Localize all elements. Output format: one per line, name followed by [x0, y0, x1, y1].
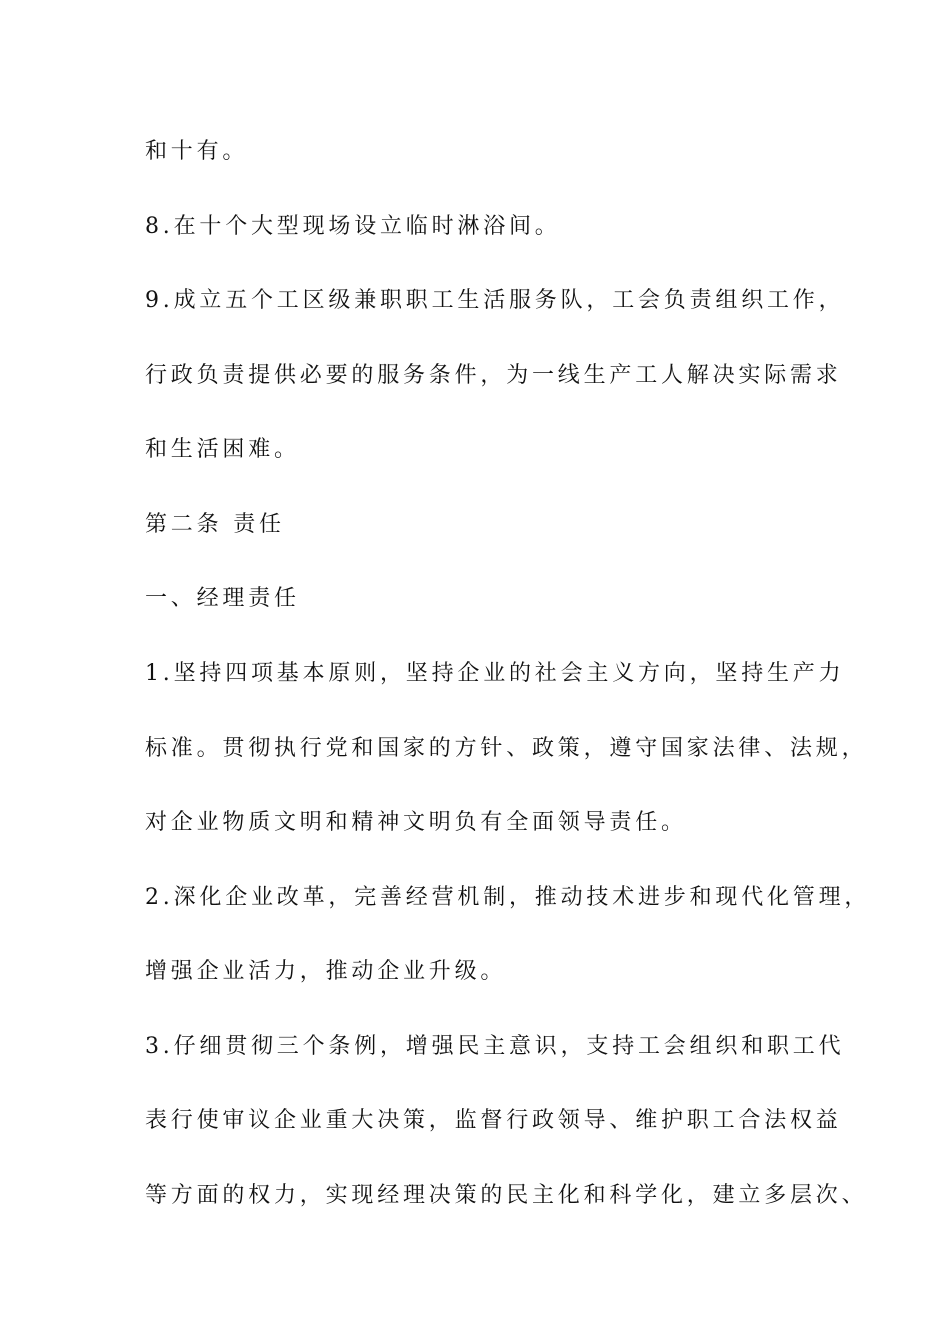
text-line: 8.在十个大型现场设立临时淋浴间。	[145, 214, 561, 239]
subsection-heading: 一、经理责任	[145, 586, 300, 611]
text-line: 1.坚持四项基本原则，坚持企业的社会主义方向，坚持生产力	[145, 661, 845, 686]
section-heading: 第二条 责任	[145, 512, 285, 537]
text-line: 表行使审议企业重大决策，监督行政领导、维护职工合法权益	[145, 1108, 842, 1133]
text-line: 增强企业活力，推动企业升级。	[145, 959, 507, 984]
text-line: 3.仔细贯彻三个条例，增强民主意识，支持工会组织和职工代	[145, 1034, 845, 1059]
text-line: 和生活困难。	[145, 437, 300, 462]
text-line: 9.成立五个工区级兼职职工生活服务队，工会负责组织工作，	[145, 288, 845, 313]
text-line: 2.深化企业改革，完善经营机制，推动技术进步和现代化管理，	[145, 885, 871, 910]
text-line: 对企业物质文明和精神文明负有全面领导责任。	[145, 810, 687, 835]
text-line: 标准。贯彻执行党和国家的方针、政策，遵守国家法律、法规，	[145, 736, 868, 761]
text-line: 行政负责提供必要的服务条件，为一线生产工人解决实际需求	[145, 363, 842, 388]
text-line: 和十有。	[145, 139, 249, 164]
text-line: 等方面的权力，实现经理决策的民主化和科学化，建立多层次、	[145, 1183, 868, 1208]
